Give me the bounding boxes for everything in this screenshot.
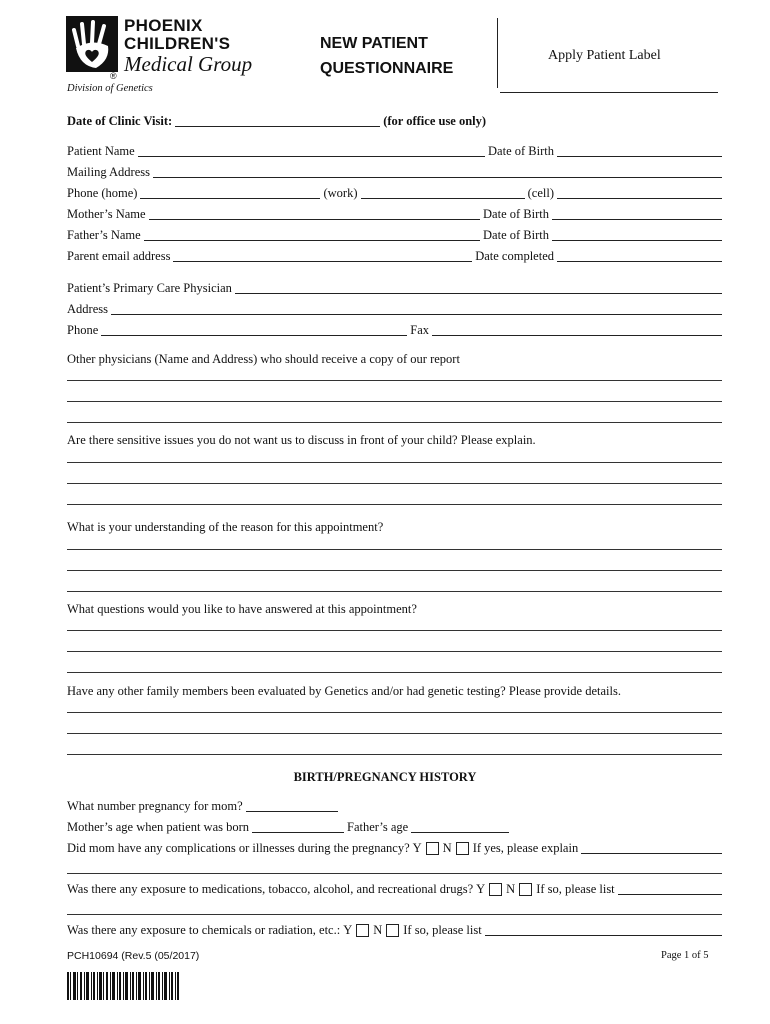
complications-yes-label: Y (412, 841, 422, 855)
exposure-chem-list-field[interactable] (485, 922, 722, 936)
pcp-phone-row (67, 320, 722, 338)
complications-label: Did mom have any complications or illnesses during the pregnancy? (67, 841, 410, 855)
registered-mark: ® (110, 71, 117, 81)
exposure-chem-no-checkbox[interactable] (386, 924, 399, 937)
answer-line[interactable] (67, 591, 722, 592)
answer-line[interactable] (67, 549, 722, 550)
exposure-meds-list-label: If so, please list (536, 882, 615, 896)
answer-line[interactable] (67, 380, 722, 381)
father-dob-field[interactable] (552, 227, 722, 241)
parent-email-field[interactable] (173, 248, 472, 262)
father-row (67, 225, 722, 243)
father-dob-label: Date of Birth (483, 228, 549, 242)
answer-line[interactable] (67, 401, 722, 402)
mother-age-label: Mother’s age when patient was born (67, 820, 250, 834)
mother-dob-field[interactable] (552, 206, 722, 220)
exposure-chem-row (67, 920, 722, 938)
understanding-question: What is your understanding of the reason for this appointment? (67, 520, 384, 534)
form-code: PCH10694 (Rev.5 (05/2017) (67, 950, 200, 962)
pcp-field[interactable] (235, 280, 722, 294)
mother-row (67, 204, 722, 222)
complications-row (67, 838, 722, 856)
phone-work-label: (work) (323, 186, 358, 200)
patient-dob-field[interactable] (557, 143, 722, 157)
pregnancy-number-field[interactable] (246, 798, 338, 812)
exposure-meds-yes-checkbox[interactable] (489, 883, 502, 896)
form-title-line1: NEW PATIENT (320, 35, 428, 52)
answer-line[interactable] (67, 570, 722, 571)
pcp-address-field[interactable] (111, 301, 722, 315)
answer-line[interactable] (67, 504, 722, 505)
family-evaluated-question: Have any other family members been evaluated by Genetics and/or had genetic testing? Please provide details. (67, 684, 621, 698)
phone-cell-label: (cell) (527, 186, 554, 200)
father-name-field[interactable] (144, 227, 480, 241)
answer-line[interactable] (67, 712, 722, 713)
birth-history-title: BIRTH/PREGNANCY HISTORY (293, 770, 477, 784)
pcp-phone-label: Phone (67, 323, 99, 337)
pcp-address-row (67, 299, 722, 317)
answer-line[interactable] (67, 630, 722, 631)
exposure-meds-yes-label: Y (476, 882, 486, 896)
phone-row (67, 183, 722, 201)
pcp-fax-field[interactable] (432, 322, 722, 336)
phone-home-field[interactable] (140, 185, 320, 199)
hand-heart-logo-icon (66, 16, 118, 72)
mother-age-field[interactable] (252, 819, 344, 833)
pcp-address-label: Address (67, 302, 108, 316)
mailing-address-field[interactable] (153, 164, 722, 178)
pcp-phone-field[interactable] (101, 322, 407, 336)
answer-line[interactable] (67, 422, 722, 423)
patient-name-field[interactable] (138, 143, 485, 157)
page-number: Page 1 of 5 (661, 950, 709, 961)
answer-line[interactable] (67, 672, 722, 673)
brand-name-line3: Medical Group (124, 52, 253, 76)
pcp-row (67, 278, 722, 296)
brand-name-line2: CHILDREN'S (124, 34, 231, 53)
parent-email-label: Parent email address (67, 249, 171, 263)
exposure-meds-label: Was there any exposure to medications, tobacco, alcohol, and recreational drugs? (67, 882, 474, 896)
clinic-date-label: Date of Clinic Visit: (67, 114, 173, 128)
email-row (67, 246, 722, 264)
phone-cell-field[interactable] (557, 185, 722, 199)
father-name-label: Father’s Name (67, 228, 141, 242)
complications-explain-field[interactable] (581, 840, 722, 854)
parent-age-row (67, 817, 509, 835)
barcode-graphic (67, 972, 179, 1000)
exposure-meds-no-label: N (506, 882, 516, 896)
complications-no-checkbox[interactable] (456, 842, 469, 855)
patient-label-area: Apply Patient Label (548, 48, 661, 63)
questions-answered-question: What questions would you like to have answered at this appointment? (67, 602, 417, 616)
barcode-icon (67, 972, 179, 1000)
phone-home-label: Phone (home) (67, 186, 138, 200)
answer-line[interactable] (67, 483, 722, 484)
answer-line[interactable] (67, 733, 722, 734)
pcp-label: Patient’s Primary Care Physician (67, 281, 232, 295)
pregnancy-number-label: What number pregnancy for mom? (67, 799, 243, 813)
date-completed-label: Date completed (475, 249, 554, 263)
complications-yes-checkbox[interactable] (426, 842, 439, 855)
pregnancy-number-row (67, 796, 338, 814)
sensitive-issues-question: Are there sensitive issues you do not want us to discuss in front of your child? Please explain. (67, 433, 536, 447)
exposure-meds-list-field[interactable] (618, 881, 722, 895)
exposure-chem-list-label: If so, please list (403, 923, 482, 937)
mailing-address-label: Mailing Address (67, 165, 150, 179)
answer-line[interactable] (67, 462, 722, 463)
exposure-chem-no-label: N (373, 923, 383, 937)
complications-no-label: N (442, 841, 452, 855)
clinic-date-field[interactable] (175, 113, 380, 127)
patient-dob-label: Date of Birth (488, 144, 554, 158)
mailing-address-row (67, 162, 722, 180)
exposure-chem-yes-checkbox[interactable] (356, 924, 369, 937)
father-age-label: Father’s age (347, 820, 409, 834)
exposure-chem-label: Was there any exposure to chemicals or radiation, etc.: (67, 923, 341, 937)
father-age-field[interactable] (411, 819, 509, 833)
answer-line[interactable] (67, 914, 722, 915)
header-divider (497, 18, 498, 88)
answer-line[interactable] (67, 651, 722, 652)
phone-work-field[interactable] (361, 185, 525, 199)
mother-name-field[interactable] (149, 206, 480, 220)
brand-name-line1: PHOENIX (124, 16, 203, 35)
exposure-meds-row (67, 879, 722, 897)
other-physicians-question: Other physicians (Name and Address) who should receive a copy of our report (67, 352, 460, 366)
patient-name-label: Patient Name (67, 144, 135, 158)
mother-dob-label: Date of Birth (483, 207, 549, 221)
mother-name-label: Mother’s Name (67, 207, 146, 221)
division-label: Division of Genetics (67, 83, 153, 94)
clinic-visit-row (67, 111, 722, 129)
complications-explain-label: If yes, please explain (472, 841, 579, 855)
office-use-note: (for office use only) (383, 114, 487, 128)
exposure-meds-no-checkbox[interactable] (519, 883, 532, 896)
answer-line[interactable] (67, 873, 722, 874)
answer-line[interactable] (67, 754, 722, 755)
form-title-line2: QUESTIONNAIRE (320, 60, 454, 77)
date-completed-field[interactable] (557, 248, 722, 262)
pcp-fax-label: Fax (410, 323, 429, 337)
patient-name-row (67, 141, 722, 159)
patient-label-underline (500, 92, 718, 93)
exposure-chem-yes-label: Y (343, 923, 353, 937)
